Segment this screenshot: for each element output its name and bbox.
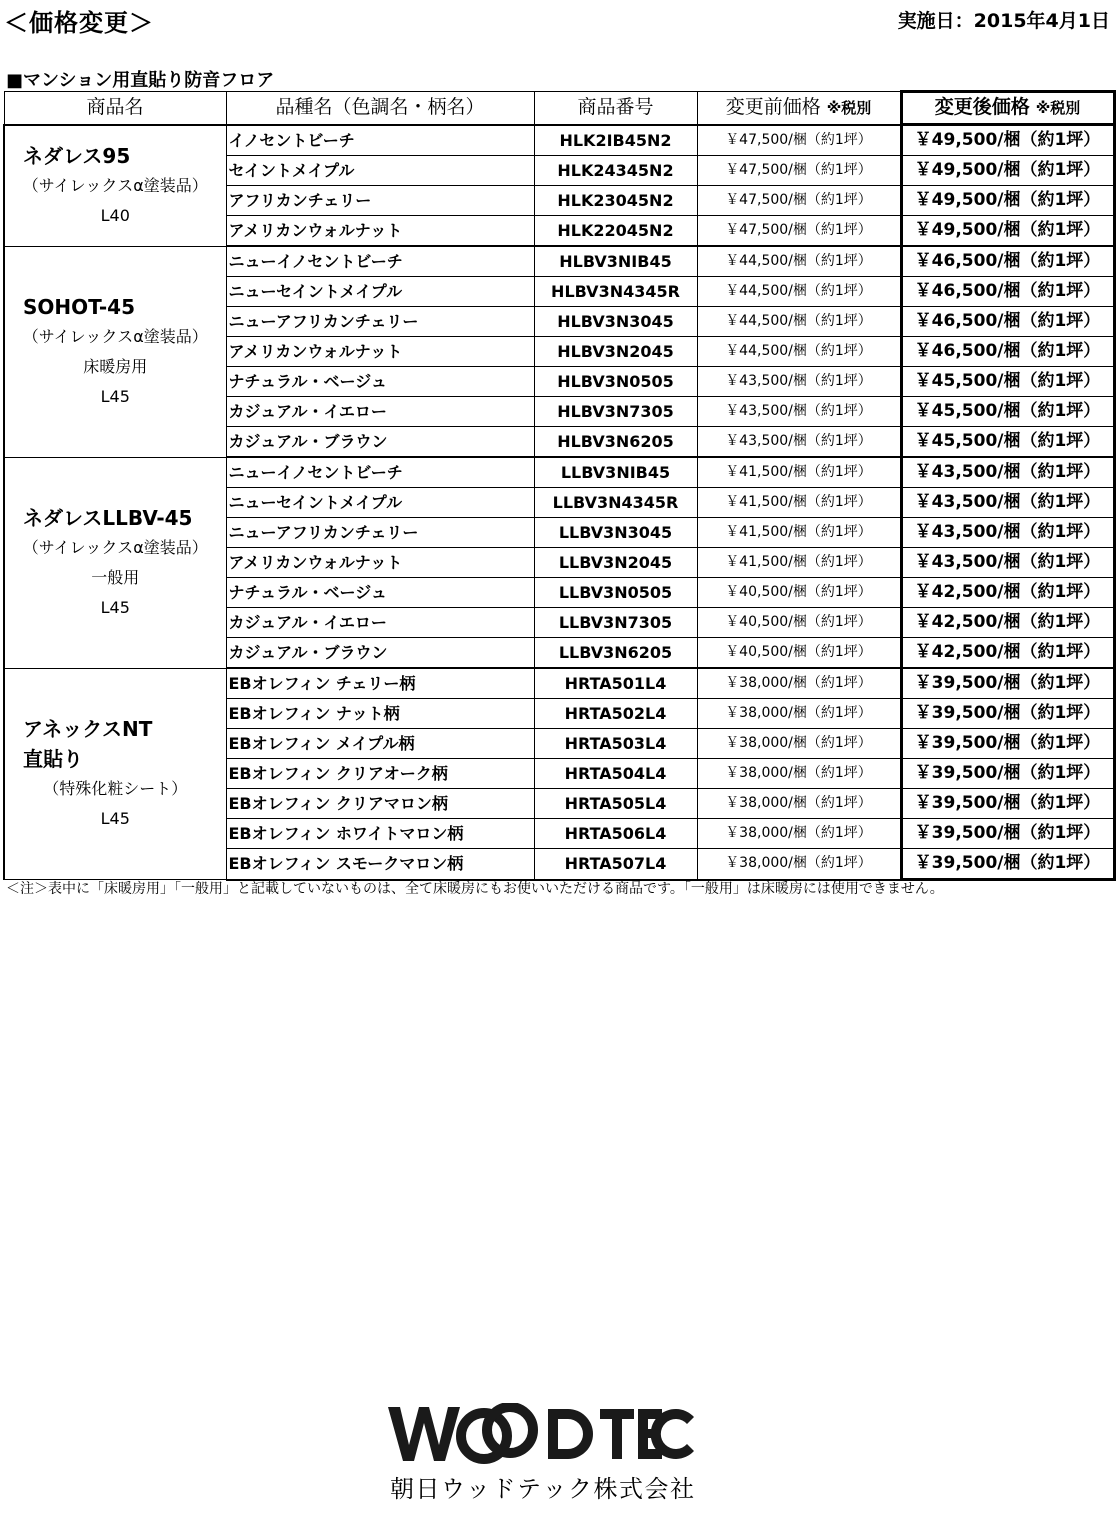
old-price-cell: ￥40,500/梱（約1坪） <box>697 578 901 608</box>
table-header-row <box>4 92 1114 125</box>
old-price-cell: ￥44,500/梱（約1坪） <box>697 337 901 367</box>
old-price-cell: ￥47,500/梱（約1坪） <box>697 216 901 247</box>
header-new-price <box>901 92 1114 125</box>
old-price-cell: ￥41,500/梱（約1坪） <box>697 457 901 488</box>
code-cell: HLBV3N7305 <box>534 397 697 427</box>
old-price-cell: ￥40,500/梱（約1坪） <box>697 638 901 669</box>
new-price-cell: ￥46,500/梱（約1坪） <box>901 277 1114 307</box>
variety-cell: ナチュラル・ベージュ <box>226 367 534 397</box>
product-name: SOHOT-45 <box>23 294 135 319</box>
code-cell: HLK24345N2 <box>534 156 697 186</box>
code-cell: HLBV3N4345R <box>534 277 697 307</box>
code-cell: HRTA503L4 <box>534 729 697 759</box>
product-cell <box>4 457 226 668</box>
product-detail: （サイレックスα塗装品） <box>22 326 208 346</box>
code-cell: LLBV3N4345R <box>534 488 697 518</box>
product-detail: （サイレックスα塗装品） <box>22 537 208 557</box>
code-cell: HLBV3N0505 <box>534 367 697 397</box>
variety-cell: EBオレフィン スモークマロン柄 <box>226 849 534 880</box>
header-new-price-note: ※税別 <box>1035 99 1081 117</box>
product-detail: （特殊化粧シート） <box>43 778 188 798</box>
code-cell: HRTA504L4 <box>534 759 697 789</box>
old-price-cell: ￥47,500/梱（約1坪） <box>697 156 901 186</box>
product-detail: 床暖房用 <box>83 356 148 376</box>
new-price-cell: ￥43,500/梱（約1坪） <box>901 488 1114 518</box>
new-price-cell: ￥49,500/梱（約1坪） <box>901 156 1114 186</box>
page-title: ＜価格変更＞ <box>4 9 154 37</box>
variety-cell: イノセントビーチ <box>226 125 534 156</box>
old-price-cell: ￥38,000/梱（約1坪） <box>697 668 901 699</box>
new-price-cell: ￥49,500/梱（約1坪） <box>901 125 1114 156</box>
product-name: アネックスNT <box>23 716 153 741</box>
variety-cell: アメリカンウォルナット <box>226 216 534 247</box>
product-name: 直貼り <box>23 746 83 771</box>
product-detail: L40 <box>100 205 130 225</box>
new-price-cell: ￥49,500/梱（約1坪） <box>901 186 1114 216</box>
variety-cell: アメリカンウォルナット <box>226 548 534 578</box>
code-cell: LLBV3N3045 <box>534 518 697 548</box>
section-heading: ■マンション用直貼り防音フロア <box>6 70 275 91</box>
variety-cell: カジュアル・ブラウン <box>226 638 534 669</box>
header-variety: 品種名（色調名・柄名） <box>226 92 534 125</box>
product-cell <box>4 125 226 247</box>
old-price-cell: ￥38,000/梱（約1坪） <box>697 819 901 849</box>
variety-cell: EBオレフィン クリアマロン柄 <box>226 789 534 819</box>
table-row <box>4 668 1114 699</box>
header-old-price-note: ※税別 <box>826 98 872 117</box>
code-cell: HRTA502L4 <box>534 699 697 729</box>
variety-cell: ニューセイントメイプル <box>226 277 534 307</box>
header-product: 商品名 <box>4 92 226 125</box>
variety-cell: カジュアル・ブラウン <box>226 427 534 458</box>
new-price-cell: ￥46,500/梱（約1坪） <box>901 246 1114 277</box>
code-cell: HLBV3NIB45 <box>534 246 697 277</box>
code-cell: HLK23045N2 <box>534 186 697 216</box>
variety-cell: アメリカンウォルナット <box>226 337 534 367</box>
header-new-price-label: 変更後価格 <box>934 96 1030 118</box>
product-name: ネダレス95 <box>23 143 131 168</box>
code-cell: HRTA501L4 <box>534 668 697 699</box>
old-price-cell: ￥43,500/梱（約1坪） <box>697 367 901 397</box>
old-price-cell: ￥47,500/梱（約1坪） <box>697 125 901 156</box>
new-price-cell: ￥39,500/梱（約1坪） <box>901 668 1114 699</box>
new-price-cell: ￥49,500/梱（約1坪） <box>901 216 1114 247</box>
table-row <box>4 457 1114 488</box>
woodtec-wordmark-icon <box>388 1403 698 1465</box>
footnote: ＜注＞表中に「床暖房用」「一般用」と記載していないものは、全て床暖房にもお使いいただける商品です。「一般用」は床暖房には使用できません。 <box>6 881 944 897</box>
new-price-cell: ￥39,500/梱（約1坪） <box>901 789 1114 819</box>
header-old-price-label: 変更前価格 <box>725 95 821 118</box>
code-cell: HRTA507L4 <box>534 849 697 880</box>
variety-cell: EBオレフィン ナット柄 <box>226 699 534 729</box>
variety-cell: ニューセイントメイプル <box>226 488 534 518</box>
product-cell <box>4 246 226 457</box>
new-price-cell: ￥39,500/梱（約1坪） <box>901 699 1114 729</box>
price-table <box>3 90 1116 881</box>
variety-cell: セイントメイプル <box>226 156 534 186</box>
old-price-cell: ￥44,500/梱（約1坪） <box>697 277 901 307</box>
variety-cell: ナチュラル・ベージュ <box>226 578 534 608</box>
new-price-cell: ￥39,500/梱（約1坪） <box>901 729 1114 759</box>
variety-cell: EBオレフィン メイプル柄 <box>226 729 534 759</box>
new-price-cell: ￥46,500/梱（約1坪） <box>901 337 1114 367</box>
new-price-cell: ￥42,500/梱（約1坪） <box>901 638 1114 669</box>
variety-cell: カジュアル・イエロー <box>226 608 534 638</box>
code-cell: HLK2IB45N2 <box>534 125 697 156</box>
old-price-cell: ￥43,500/梱（約1坪） <box>697 427 901 458</box>
code-cell: HRTA505L4 <box>534 789 697 819</box>
variety-cell: カジュアル・イエロー <box>226 397 534 427</box>
company-logo <box>388 1403 698 1513</box>
variety-cell: ニューアフリカンチェリー <box>226 307 534 337</box>
code-cell: LLBV3NIB45 <box>534 457 697 488</box>
variety-cell: アフリカンチェリー <box>226 186 534 216</box>
old-price-cell: ￥38,000/梱（約1坪） <box>697 759 901 789</box>
new-price-cell: ￥45,500/梱（約1坪） <box>901 367 1114 397</box>
product-detail: （サイレックスα塗装品） <box>22 175 208 195</box>
old-price-cell: ￥44,500/梱（約1坪） <box>697 307 901 337</box>
price-table-body <box>4 125 1114 880</box>
code-cell: LLBV3N2045 <box>534 548 697 578</box>
old-price-cell: ￥38,000/梱（約1坪） <box>697 729 901 759</box>
old-price-cell: ￥41,500/梱（約1坪） <box>697 518 901 548</box>
variety-cell: EBオレフィン チェリー柄 <box>226 668 534 699</box>
product-cell <box>4 668 226 880</box>
code-cell: HLK22045N2 <box>534 216 697 247</box>
code-cell: HLBV3N2045 <box>534 337 697 367</box>
old-price-cell: ￥38,000/梱（約1坪） <box>697 849 901 880</box>
table-row <box>4 246 1114 277</box>
company-name: 朝日ウッドテック株式会社 <box>390 1475 696 1503</box>
variety-cell: ニューアフリカンチェリー <box>226 518 534 548</box>
header-old-price <box>697 92 901 125</box>
product-name: ネダレスLLBV-45 <box>23 505 193 530</box>
new-price-cell: ￥46,500/梱（約1坪） <box>901 307 1114 337</box>
old-price-cell: ￥47,500/梱（約1坪） <box>697 186 901 216</box>
old-price-cell: ￥38,000/梱（約1坪） <box>697 789 901 819</box>
variety-cell: ニューイノセントビーチ <box>226 457 534 488</box>
product-detail: L45 <box>100 597 130 617</box>
old-price-cell: ￥44,500/梱（約1坪） <box>697 246 901 277</box>
variety-cell: ニューイノセントビーチ <box>226 246 534 277</box>
effective-date: 実施日：2015年4月1日 <box>897 10 1110 32</box>
new-price-cell: ￥43,500/梱（約1坪） <box>901 548 1114 578</box>
old-price-cell: ￥41,500/梱（約1坪） <box>697 488 901 518</box>
old-price-cell: ￥40,500/梱（約1坪） <box>697 608 901 638</box>
code-cell: LLBV3N6205 <box>534 638 697 669</box>
new-price-cell: ￥42,500/梱（約1坪） <box>901 608 1114 638</box>
new-price-cell: ￥45,500/梱（約1坪） <box>901 397 1114 427</box>
product-detail: L45 <box>100 808 130 828</box>
new-price-cell: ￥39,500/梱（約1坪） <box>901 819 1114 849</box>
variety-cell: EBオレフィン ホワイトマロン柄 <box>226 819 534 849</box>
old-price-cell: ￥41,500/梱（約1坪） <box>697 548 901 578</box>
code-cell: HRTA506L4 <box>534 819 697 849</box>
product-detail: 一般用 <box>91 567 140 587</box>
code-cell: HLBV3N3045 <box>534 307 697 337</box>
new-price-cell: ￥42,500/梱（約1坪） <box>901 578 1114 608</box>
variety-cell: EBオレフィン クリアオーク柄 <box>226 759 534 789</box>
code-cell: LLBV3N7305 <box>534 608 697 638</box>
table-row <box>4 125 1114 156</box>
new-price-cell: ￥43,500/梱（約1坪） <box>901 457 1114 488</box>
code-cell: LLBV3N0505 <box>534 578 697 608</box>
product-detail: L45 <box>100 386 130 406</box>
old-price-cell: ￥38,000/梱（約1坪） <box>697 699 901 729</box>
header-code: 商品番号 <box>534 92 697 125</box>
old-price-cell: ￥43,500/梱（約1坪） <box>697 397 901 427</box>
new-price-cell: ￥39,500/梱（約1坪） <box>901 759 1114 789</box>
new-price-cell: ￥39,500/梱（約1坪） <box>901 849 1114 880</box>
code-cell: HLBV3N6205 <box>534 427 697 458</box>
new-price-cell: ￥45,500/梱（約1坪） <box>901 427 1114 458</box>
new-price-cell: ￥43,500/梱（約1坪） <box>901 518 1114 548</box>
